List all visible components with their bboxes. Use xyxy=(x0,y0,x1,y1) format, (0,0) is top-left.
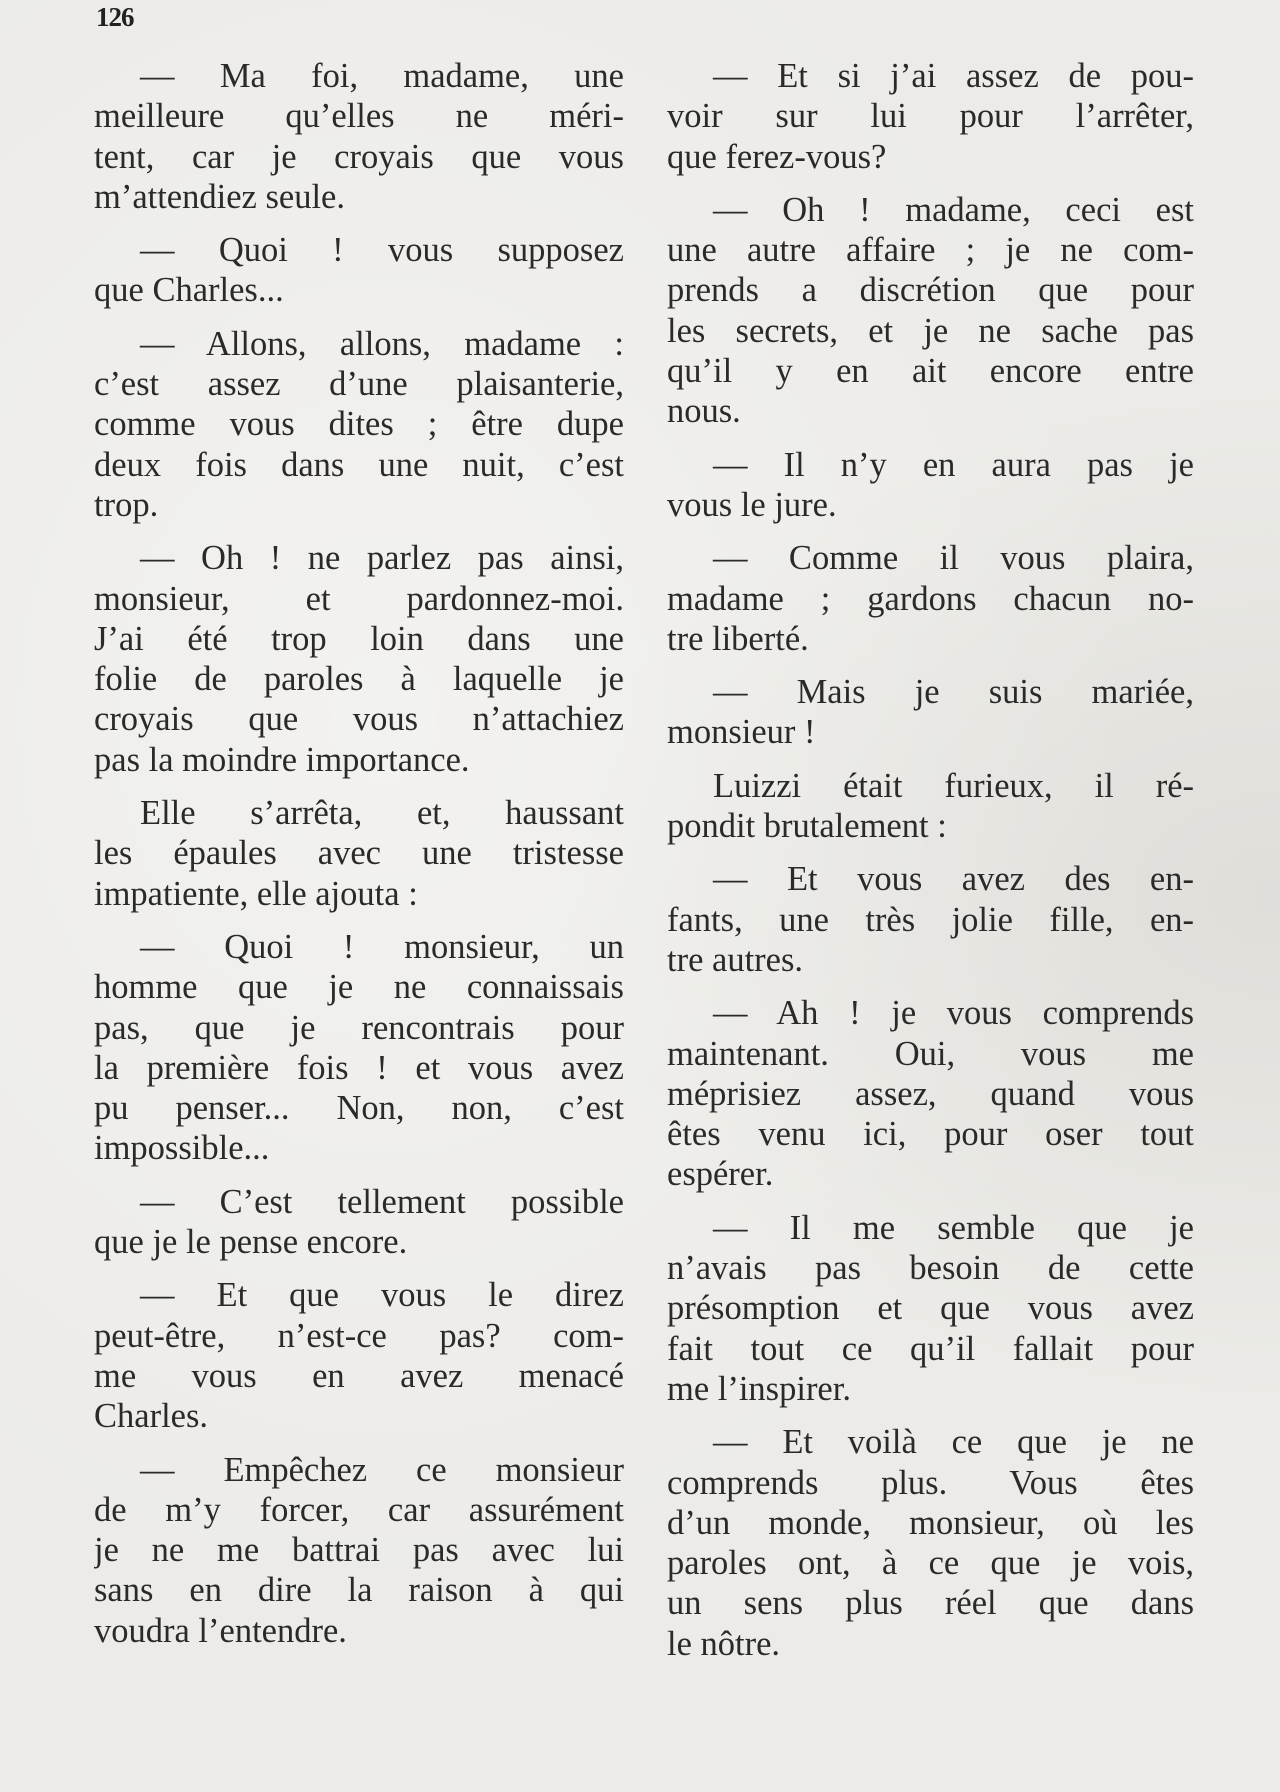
text-line: fants, une très jolie fille, en- xyxy=(667,900,1194,939)
text-line: le nôtre. xyxy=(667,1624,781,1663)
text-line: fait tout ce qu’il fallait pour xyxy=(667,1329,1194,1368)
text-line: sans en dire la raison à qui xyxy=(94,1571,624,1610)
text-line: les secrets, et je ne sache pas xyxy=(667,311,1194,350)
text-line: que ferez-vous? xyxy=(667,137,887,176)
text-line: deux fois dans une nuit, c’est xyxy=(94,445,624,484)
text-line: comme vous dites ; être dupe xyxy=(94,405,624,444)
paragraph xyxy=(667,445,1194,526)
text-line: me l’inspirer. xyxy=(667,1369,851,1408)
text-line: croyais que vous n’attachiez xyxy=(94,700,624,739)
paragraph xyxy=(94,1182,624,1263)
text-line: — C’est tellement possible xyxy=(140,1182,624,1221)
text-line: êtes venu ici, pour oser tout xyxy=(667,1115,1194,1154)
paragraph xyxy=(667,538,1194,659)
text-line: comprends plus. Vous êtes xyxy=(667,1463,1194,1502)
text-line: meilleure qu’elles ne méri- xyxy=(94,97,624,136)
text-line: pas, que je rencontrais pour xyxy=(94,1008,624,1047)
text-line: — Comme il vous plaira, xyxy=(713,539,1194,578)
text-line: — Et voilà ce que je ne xyxy=(713,1423,1194,1462)
text-line: qu’il y en ait encore entre xyxy=(667,352,1194,391)
text-line: — Il me semble que je xyxy=(713,1208,1194,1247)
text-line: de m’y forcer, car assurément xyxy=(94,1490,624,1529)
text-line: que Charles... xyxy=(94,271,284,310)
paragraph xyxy=(94,793,624,914)
text-line: — Oh ! ne parlez pas ainsi, xyxy=(140,539,624,578)
paragraph xyxy=(94,230,624,311)
text-line: — Mais je suis mariée, xyxy=(713,673,1194,712)
text-line: folie de paroles à laquelle je xyxy=(94,660,624,699)
paragraph xyxy=(667,859,1194,980)
text-line: méprisiez assez, quand vous xyxy=(667,1074,1194,1113)
text-line: trop. xyxy=(94,485,159,524)
paragraph xyxy=(94,324,624,525)
text-line: — Et si j’ai assez de pou- xyxy=(713,57,1194,95)
text-line: — Empêchez ce monsieur xyxy=(140,1450,624,1489)
text-line: — Quoi ! monsieur, un xyxy=(140,927,624,966)
text-line: — Et vous avez des en- xyxy=(713,860,1194,899)
text-line: — Et que vous le direz xyxy=(140,1276,624,1315)
paragraph xyxy=(667,1208,1194,1409)
text-column-left xyxy=(94,56,624,1664)
text-line: homme que je ne connaissais xyxy=(94,968,624,1007)
text-line: pondit brutalement : xyxy=(667,807,947,846)
text-line: impatiente, elle ajouta : xyxy=(94,874,418,913)
text-line: nous. xyxy=(667,392,741,431)
text-line: un sens plus réel que dans xyxy=(667,1584,1194,1623)
paragraph xyxy=(667,993,1194,1194)
text-line: — Ah ! je vous comprends xyxy=(713,994,1194,1033)
text-column-right xyxy=(667,56,1194,1677)
text-line: voudra l’entendre. xyxy=(94,1611,347,1650)
text-line: n’avais pas besoin de cette xyxy=(667,1249,1194,1288)
text-line: peut-être, n’est-ce pas? com- xyxy=(94,1316,624,1355)
paragraph xyxy=(94,56,624,217)
text-line: m’attendiez seule. xyxy=(94,177,345,216)
text-line: Elle s’arrêta, et, haussant xyxy=(140,794,624,833)
paragraph xyxy=(94,538,624,780)
text-line: c’est assez d’une plaisanterie, xyxy=(94,365,624,404)
paragraph xyxy=(667,190,1194,432)
text-line: tre autres. xyxy=(667,940,804,979)
paragraph xyxy=(667,766,1194,847)
paragraph xyxy=(94,927,624,1169)
text-line: — Il n’y en aura pas je xyxy=(713,445,1194,484)
text-line: je ne me battrai pas avec lui xyxy=(94,1531,624,1570)
text-line: une autre affaire ; je ne com- xyxy=(667,231,1194,270)
text-line: me vous en avez menacé xyxy=(94,1356,624,1395)
text-line: maintenant. Oui, vous me xyxy=(667,1034,1194,1073)
text-line: impossible... xyxy=(94,1129,270,1168)
text-line: — Oh ! madame, ceci est xyxy=(713,190,1194,229)
text-line: tent, car je croyais que vous xyxy=(94,137,624,176)
text-line: d’un monde, monsieur, où les xyxy=(667,1503,1194,1542)
paragraph xyxy=(94,1275,624,1436)
text-line: présomption et que vous avez xyxy=(667,1289,1194,1328)
text-line: madame ; gardons chacun no- xyxy=(667,579,1194,618)
paragraph xyxy=(667,672,1194,753)
text-line: monsieur ! xyxy=(667,713,816,752)
text-line: pas la moindre importance. xyxy=(94,740,470,779)
text-line: — Allons, allons, madame : xyxy=(140,324,624,363)
text-line: — Quoi ! vous supposez xyxy=(140,231,624,270)
text-line: voir sur lui pour l’arrêter, xyxy=(667,97,1194,136)
page-number: 126 xyxy=(96,2,134,32)
text-line: paroles ont, à ce que je vois, xyxy=(667,1544,1194,1583)
text-line: J’ai été trop loin dans une xyxy=(94,619,624,658)
paragraph xyxy=(667,1422,1194,1664)
text-line: — Ma foi, madame, une xyxy=(140,57,624,95)
text-line: vous le jure. xyxy=(667,485,837,524)
paragraph xyxy=(667,56,1194,177)
text-line: les épaules avec une tristesse xyxy=(94,834,624,873)
text-line: prends a discrétion que pour xyxy=(667,271,1194,310)
text-line: la première fois ! et vous avez xyxy=(94,1048,624,1087)
text-line: que je le pense encore. xyxy=(94,1223,408,1262)
text-line: pu penser... Non, non, c’est xyxy=(94,1089,624,1128)
text-line: monsieur, et pardonnez-moi. xyxy=(94,579,624,618)
paragraph xyxy=(94,1450,624,1651)
text-line: espérer. xyxy=(667,1155,774,1194)
text-line: tre liberté. xyxy=(667,619,809,658)
text-line: Luizzi était furieux, il ré- xyxy=(713,766,1194,805)
text-line: Charles. xyxy=(94,1397,209,1436)
